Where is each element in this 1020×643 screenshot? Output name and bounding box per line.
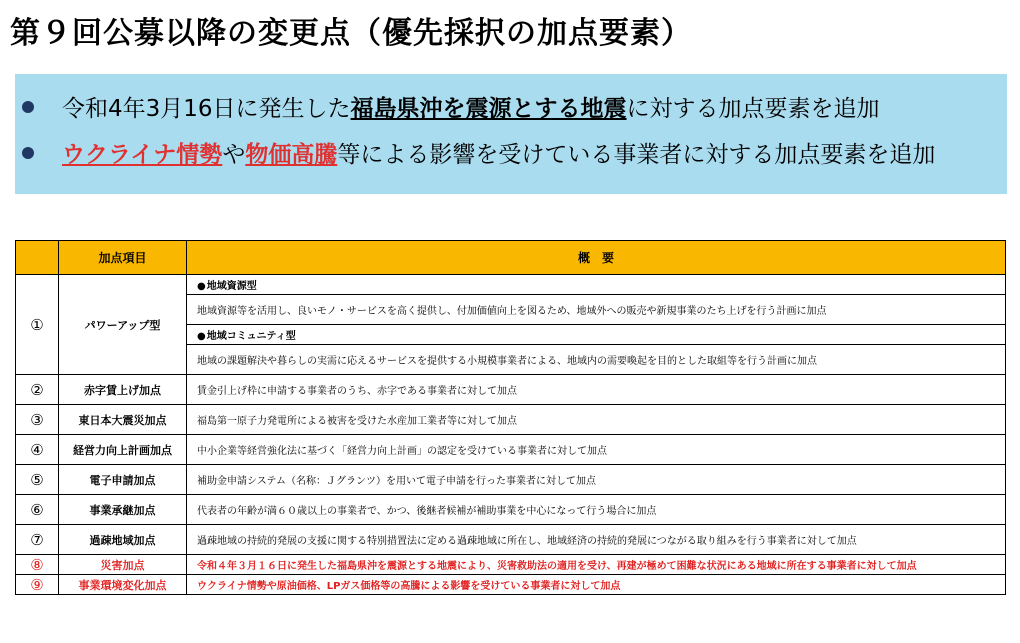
bullet-1-text-after: に対する加点要素を追加 bbox=[626, 96, 880, 122]
page-title: 第９回公募以降の変更点（優先採択の加点要素） bbox=[10, 16, 692, 51]
bullet-1-emphasis: 福島県沖を震源とする地震 bbox=[350, 96, 627, 122]
row-item: 事業環境変化加点 bbox=[59, 575, 187, 595]
table-row bbox=[16, 405, 1006, 435]
bullet-2-text-after: 等による影響を受けている事業者に対する加点要素を追加 bbox=[337, 142, 936, 168]
row-number: ③ bbox=[16, 405, 59, 435]
table-row bbox=[16, 525, 1006, 555]
row-desc: ウクライナ情勢や原油価格、LPガス価格等の高騰による影響を受けている事業者に対して加点 bbox=[187, 575, 1006, 595]
row-item: 過疎地域加点 bbox=[59, 525, 187, 555]
bullet-2-emphasis-1: ウクライナ情勢 bbox=[62, 142, 223, 168]
table-row bbox=[16, 495, 1006, 525]
row-item: 電子申請加点 bbox=[59, 465, 187, 495]
bonus-points-table bbox=[15, 240, 1006, 595]
table-header-row bbox=[16, 241, 1006, 275]
row-number: ① bbox=[16, 275, 59, 375]
row-desc: 賃金引上げ枠に申請する事業者のうち、赤字である事業者に対して加点 bbox=[187, 375, 1006, 405]
row-item: パワーアップ型 bbox=[59, 275, 187, 375]
table-row bbox=[16, 375, 1006, 405]
row-number: ④ bbox=[16, 435, 59, 465]
table-row-new bbox=[16, 555, 1006, 575]
row-item: 赤字賃上げ加点 bbox=[59, 375, 187, 405]
row-desc: 過疎地域の持続的発展の支援に関する特別措置法に定める過疎地域に所在し、地域経済の持続的発展につながる取り組みを行う事業者に対して加点 bbox=[187, 525, 1006, 555]
row-desc: 令和４年３月１６日に発生した福島県沖を震源とする地震により、災害救助法の適用を受け、再建が極めて困難な状況にある地域に所在する事業者に対して加点 bbox=[187, 555, 1006, 575]
row-number: ⑧ bbox=[16, 555, 59, 575]
sub-type-desc: 地域の課題解決や暮らしの実需に応えるサービスを提供する小規模事業者による、地域内の需要喚起を目的とした取組等を行う計画に加点 bbox=[187, 345, 1006, 375]
sub-type-label: ● 地域コミュニティ型 bbox=[187, 325, 1006, 345]
table-row bbox=[16, 465, 1006, 495]
sub-type-label: ● 地域資源型 bbox=[187, 275, 1006, 295]
row-number: ② bbox=[16, 375, 59, 405]
bullet-2-emphasis-2: 物価高騰 bbox=[245, 142, 338, 168]
row-item: 災害加点 bbox=[59, 555, 187, 575]
header-summary: 概 要 bbox=[187, 241, 1006, 275]
banner-bullet-1 bbox=[22, 90, 880, 123]
row-number: ⑤ bbox=[16, 465, 59, 495]
table-row bbox=[16, 435, 1006, 465]
row-item: 経営力向上計画加点 bbox=[59, 435, 187, 465]
row-desc: 代表者の年齢が満６０歳以上の事業者で、かつ、後継者候補が補助事業を中心になって行う場合に加点 bbox=[187, 495, 1006, 525]
table-row-new bbox=[16, 575, 1006, 595]
row-desc: 中小企業等経営強化法に基づく「経営力向上計画」の認定を受けている事業者に対して加点 bbox=[187, 435, 1006, 465]
sub-type-desc: 地域資源等を活用し、良いモノ・サービスを高く提供し、付加価値向上を図るため、地域外への販売や新規事業のたち上げを行う計画に加点 bbox=[187, 295, 1006, 325]
row-desc: 補助金申請システム（名称：Ｊグランツ）を用いて電子申請を行った事業者に対して加点 bbox=[187, 465, 1006, 495]
header-number-cell bbox=[16, 241, 59, 275]
bullet-icon bbox=[22, 147, 34, 159]
banner-bullet-2 bbox=[22, 136, 935, 169]
header-item: 加点項目 bbox=[59, 241, 187, 275]
row-item: 東日本大震災加点 bbox=[59, 405, 187, 435]
row-number: ⑦ bbox=[16, 525, 59, 555]
bullet-icon bbox=[22, 101, 34, 113]
bullet-2-text-mid: や bbox=[222, 142, 246, 168]
row-item: 事業承継加点 bbox=[59, 495, 187, 525]
bullet-1-text-before: 令和4年3月16日に発生した bbox=[62, 96, 351, 122]
row-desc: 福島第一原子力発電所による被害を受けた水産加工業者等に対して加点 bbox=[187, 405, 1006, 435]
table-row-power-up bbox=[16, 275, 1006, 295]
row-number: ⑨ bbox=[16, 575, 59, 595]
row-number: ⑥ bbox=[16, 495, 59, 525]
